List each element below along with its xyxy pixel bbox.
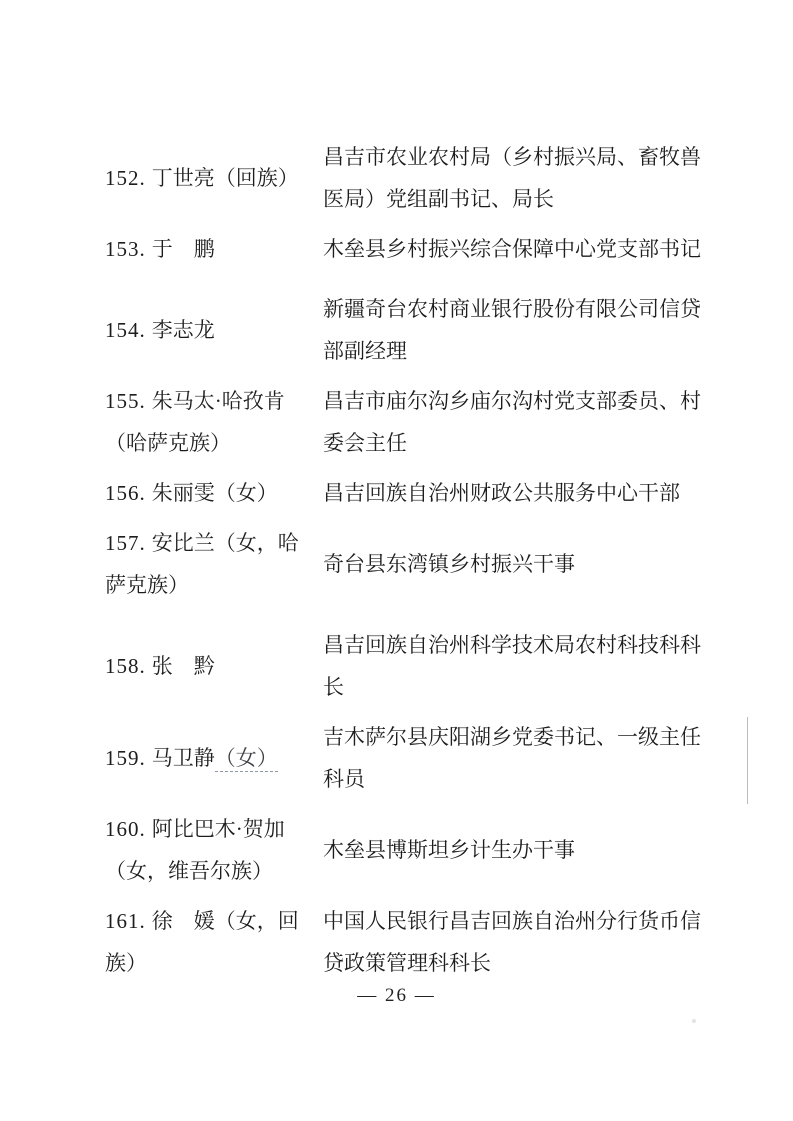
roster-entry <box>105 380 715 464</box>
entry-number-name <box>105 228 315 270</box>
entry-number-name <box>105 157 315 199</box>
roster-list <box>105 136 715 992</box>
scan-artifact-speck <box>692 1019 696 1023</box>
entry-number-name <box>105 380 315 464</box>
entry-name: 朱马太·哈孜肯（哈萨克族） <box>105 389 285 455</box>
roster-entry <box>105 228 715 270</box>
entry-title: 木垒县乡村振兴综合保障中心党支部书记 <box>323 237 701 261</box>
roster-entry <box>105 472 715 514</box>
entry-name: 朱丽雯（女） <box>151 481 278 505</box>
entry-title: 昌吉回族自治州财政公共服务中心干部 <box>323 481 680 505</box>
roster-entry <box>105 288 715 372</box>
entry-title: 昌吉市农业农村局（乡村振兴局、畜牧兽医局）党组副书记、局长 <box>323 145 701 211</box>
entry-number: 157. <box>105 531 146 555</box>
entry-number: 160. <box>105 817 146 841</box>
entry-number-name <box>105 808 315 892</box>
entry-title: 昌吉市庙尔沟乡庙尔沟村党支部委员、村委会主任 <box>323 389 701 455</box>
entry-name-annotation: （女） <box>214 746 278 770</box>
roster-entry <box>105 900 715 984</box>
entry-number: 154. <box>105 318 146 342</box>
entry-name: 张 黔 <box>151 654 215 678</box>
entry-number: 159. <box>105 746 146 770</box>
entry-title: 中国人民银行昌吉回族自治州分行货币信贷政策管理科科长 <box>323 909 701 975</box>
entry-number: 161. <box>105 909 146 933</box>
entry-name: 阿比巴木·贺加（女，维吾尔族） <box>105 817 285 883</box>
entry-number-name <box>105 522 315 606</box>
entry-number-name <box>105 309 315 351</box>
entry-title: 木垒县博斯坦乡计生办干事 <box>323 838 575 862</box>
entry-number: 152. <box>105 166 146 190</box>
roster-entry <box>105 624 715 708</box>
entry-name: 马卫静 <box>151 746 215 770</box>
entry-number-name <box>105 472 315 514</box>
roster-entry <box>105 716 715 800</box>
entry-name: 李志龙 <box>151 318 215 342</box>
entry-number-name <box>105 645 315 687</box>
entry-title: 奇台县东湾镇乡村振兴干事 <box>323 552 575 576</box>
entry-title: 吉木萨尔县庆阳湖乡党委书记、一级主任科员 <box>323 725 701 791</box>
entry-name: 于 鹏 <box>151 237 215 261</box>
entry-title: 昌吉回族自治州科学技术局农村科技科科长 <box>323 633 701 699</box>
entry-number: 153. <box>105 237 146 261</box>
entry-number: 158. <box>105 654 146 678</box>
entry-number: 156. <box>105 481 146 505</box>
page-number: — 26 — <box>357 985 436 1006</box>
entry-name: 徐 媛（女，回族） <box>105 909 299 975</box>
entry-number-name <box>105 737 315 779</box>
roster-entry <box>105 808 715 892</box>
entry-title: 新疆奇台农村商业银行股份有限公司信贷部副经理 <box>323 297 701 363</box>
roster-entry <box>105 522 715 606</box>
entry-number: 155. <box>105 389 146 413</box>
scan-artifact-line <box>747 717 748 804</box>
entry-name: 丁世亮（回族） <box>151 166 299 190</box>
entry-name: 安比兰（女，哈萨克族） <box>105 531 299 597</box>
roster-entry <box>105 136 715 220</box>
entry-number-name <box>105 900 315 984</box>
